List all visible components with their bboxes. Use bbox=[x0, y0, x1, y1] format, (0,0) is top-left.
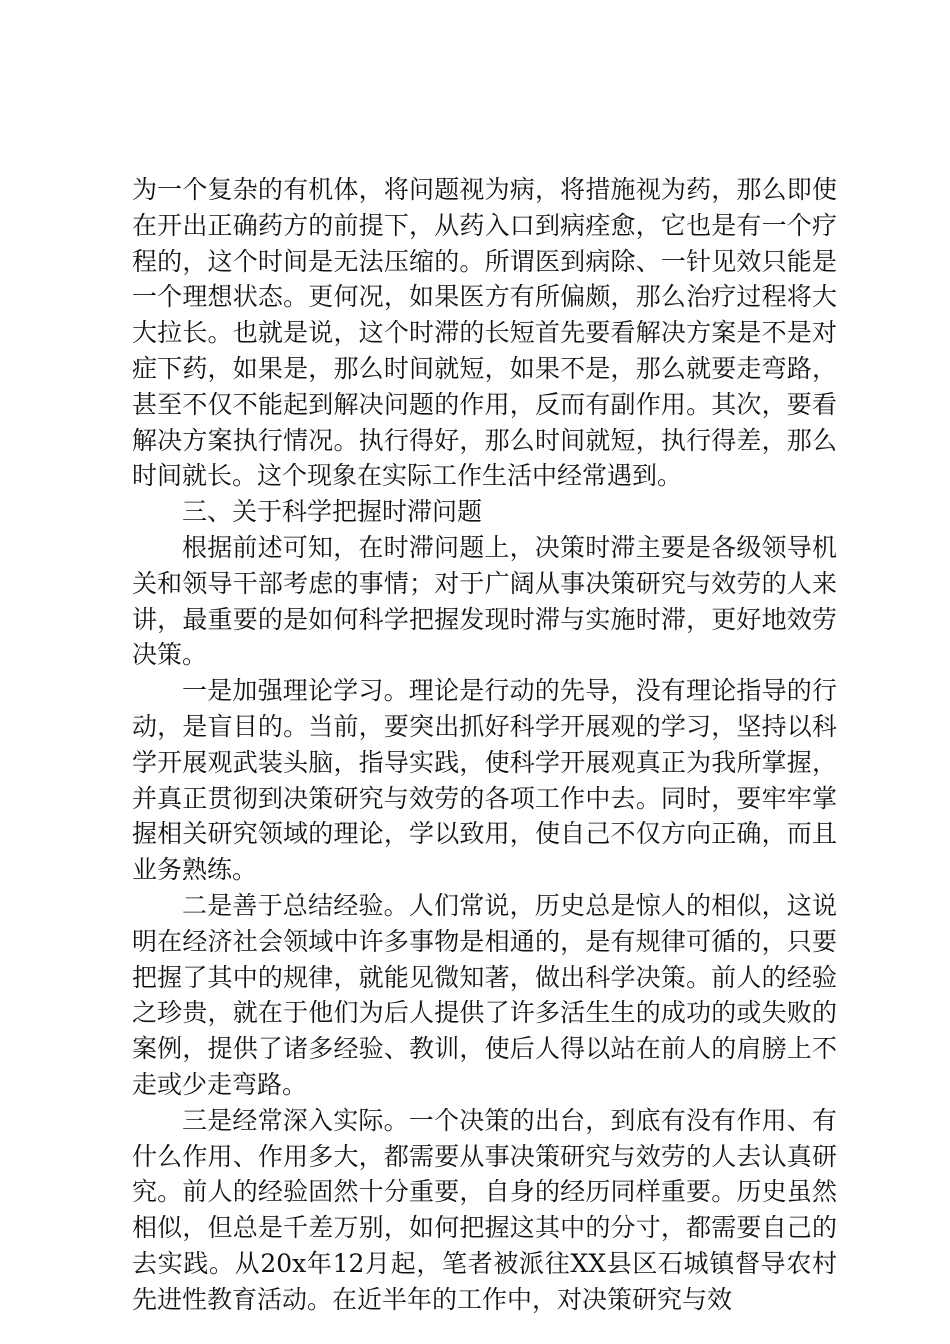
paragraph-intro: 根据前述可知，在时滞问题上，决策时滞主要是各级领导机关和领导干部考虑的事情；对于广阔从事决策研究与效劳的人来讲，最重要的是如何科学把握发现时滞与实施时滞，更好地效劳决策。 bbox=[132, 532, 837, 670]
section-heading: 三、关于科学把握时滞问题 bbox=[182, 497, 483, 527]
paragraph-summarize-experience: 二是善于总结经验。人们常说，历史总是惊人的相似，这说明在经济社会领域中许多事物是相通的，是有规律可循的，只要把握了其中的规律，就能见微知著，做出科学决策。前人的经验之珍贵，就在于他们为后人提供了许多活生生的成功的或失败的案例，提供了诸多经验、教训，使后人得以站在前人的肩膀上不走或少走弯路。 bbox=[132, 890, 837, 1099]
paragraph-practice: 三是经常深入实际。一个决策的出台，到底有没有作用、有什么作用、作用多大，都需要从事决策研究与效劳的人去认真研究。前人的经验固然十分重要，自身的经历同样重要。历史虽然相似，但总是千差万别，如何把握这其中的分寸，都需要自己的去实践。从20x年12月起，笔者被派往XX县区石城镇督导农村先进性教育活动。在近半年的工作中，对决策研究与效 bbox=[132, 1105, 837, 1314]
paragraph-continuation: 为一个复杂的有机体，将问题视为病，将措施视为药，那么即使在开出正确药方的前提下，从药入口到病痊愈，它也是有一个疗程的，这个时间是无法压缩的。所谓医到病除、一针见效只能是一个理想状态。更何况，如果医方有所偏颇，那么治疗过程将大大拉长。也就是说，这个时滞的长短首先要看解决方案是不是对症下药，如果是，那么时间就短，如果不是，那么就要走弯路，甚至不仅不能起到解决问题的作用，反而有副作用。其次，要看解决方案执行情况。执行得好，那么时间就短，执行得差，那么时间就长。这个现象在实际工作生活中经常遇到。 bbox=[132, 175, 837, 491]
paragraph-theory-study: 一是加强理论学习。理论是行动的先导，没有理论指导的行动，是盲目的。当前，要突出抓好科学开展观的学习，坚持以科学开展观武装头脑，指导实践，使科学开展观真正为我所掌握，并真正贯彻到决策研究与效劳的各项工作中去。同时，要牢牢掌握相关研究领域的理论，学以致用，使自己不仅方向正确，而且业务熟练。 bbox=[132, 676, 837, 885]
body-text bbox=[132, 172, 837, 1318]
